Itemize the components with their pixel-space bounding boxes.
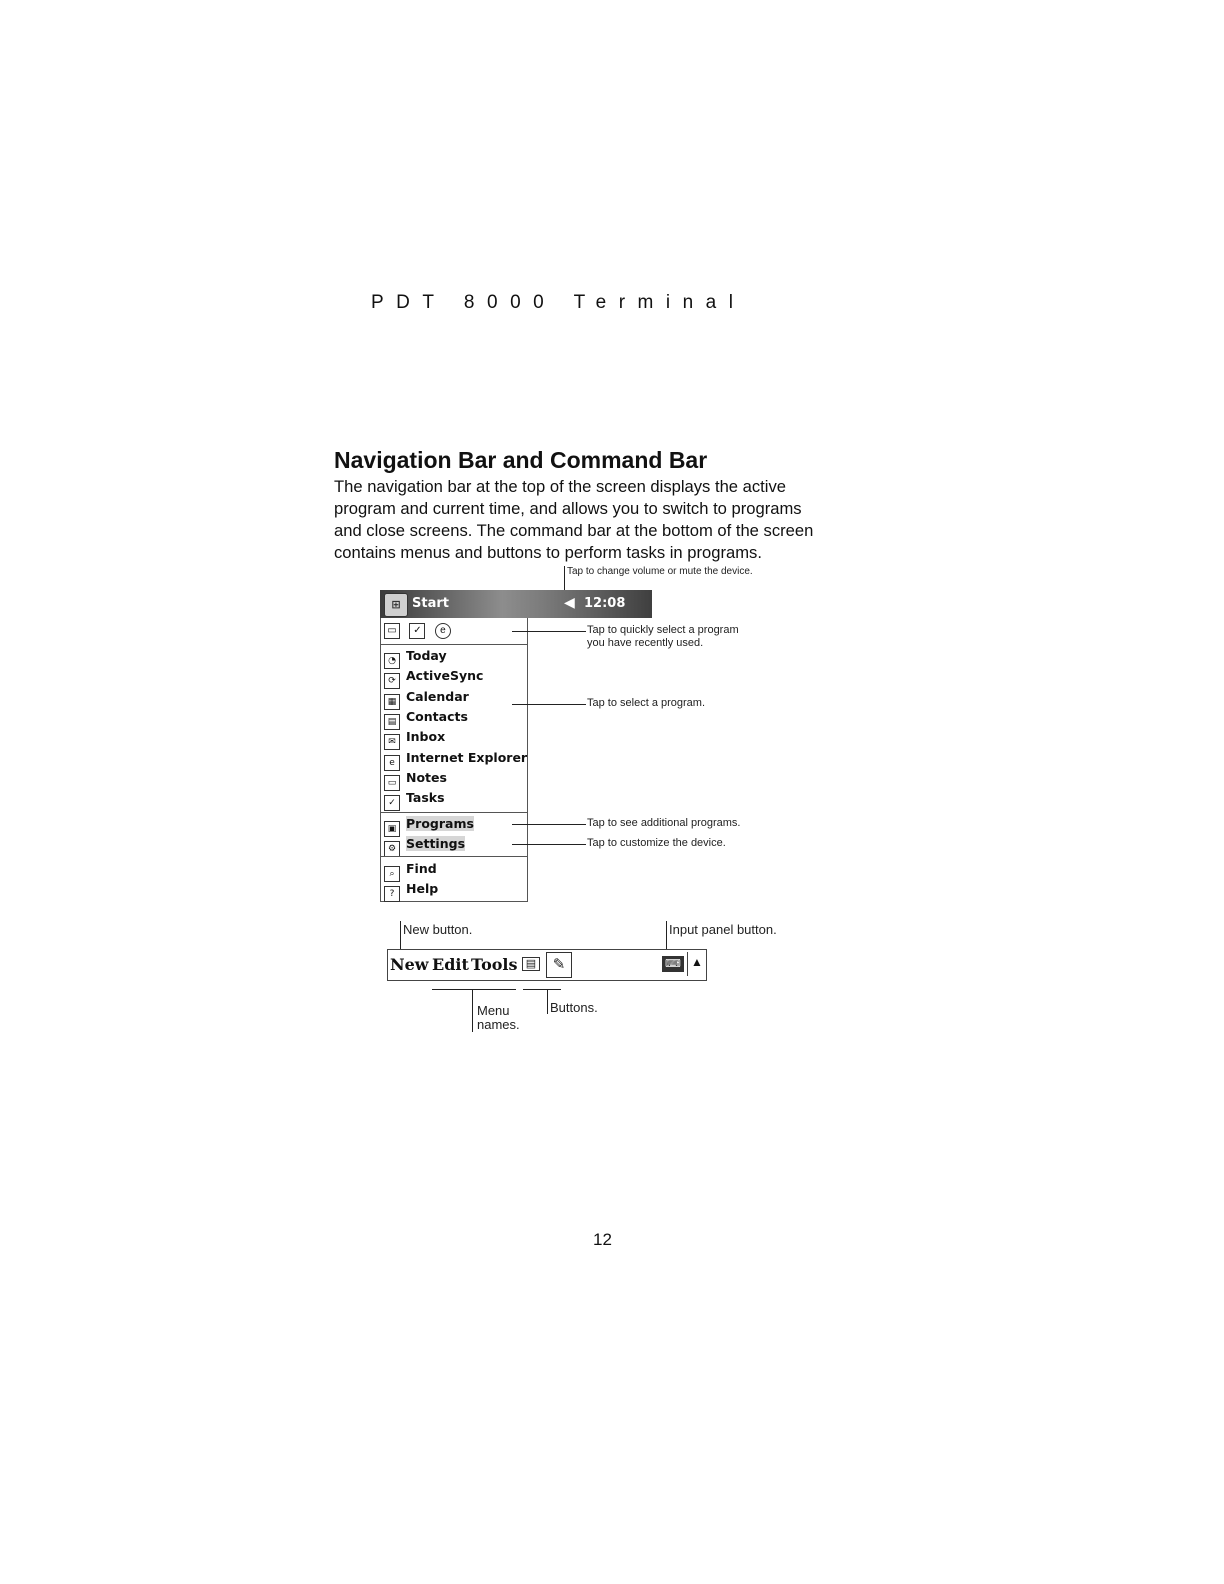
menu-item-label: Calendar <box>406 688 469 704</box>
recent-programs-row <box>384 622 456 642</box>
input-panel-keyboard-icon[interactable]: ⌨ <box>662 956 684 972</box>
menu-item-tasks[interactable] <box>384 790 445 811</box>
menu-item-label: Inbox <box>406 729 446 745</box>
menu-item-activesync[interactable] <box>384 668 483 689</box>
menu-new[interactable]: New <box>390 955 429 974</box>
inbox-icon: ✉ <box>384 734 400 750</box>
menu-item-contacts[interactable] <box>384 709 468 730</box>
buttons-callout-line <box>547 990 548 1014</box>
menu-item-label: Settings <box>406 836 466 851</box>
menu-item-label: Tasks <box>406 790 445 806</box>
intro-line: and close screens. The command bar at the bottom of the screen <box>334 521 814 540</box>
volume-callout-line <box>564 566 565 590</box>
tasks-recent-icon[interactable]: ✓ <box>409 623 425 639</box>
menu-divider <box>381 856 527 857</box>
menu-divider <box>381 644 527 645</box>
menu-item-help[interactable] <box>384 881 438 902</box>
running-header: PDT 8000 Terminal <box>371 292 746 313</box>
command-bar-separator <box>687 952 688 976</box>
menu-item-label: Find <box>406 861 437 876</box>
menu-item-label: Help <box>406 881 439 896</box>
input-selector-arrow-icon[interactable]: ▲ <box>691 955 703 969</box>
menu-item-today[interactable] <box>384 648 447 669</box>
intro-line: program and current time, and allows you to switch to programs <box>334 499 802 518</box>
menu-names-callout-line <box>472 990 473 1032</box>
windows-logo-icon[interactable]: ⊞ <box>384 593 408 617</box>
menu-item-label: Programs <box>406 816 474 831</box>
menu-names-callout: Menu <box>477 1003 510 1018</box>
menu-item-label: Today <box>406 648 447 663</box>
calendar-recent-icon[interactable]: ▭ <box>384 623 400 639</box>
section-title: Navigation Bar and Command Bar <box>334 447 708 473</box>
page-number: 12 <box>593 1230 612 1249</box>
menu-edit[interactable]: Edit <box>432 955 469 974</box>
menu-divider <box>381 812 527 813</box>
menu-item-label: ActiveSync <box>406 668 484 684</box>
settings-icon: ⚙ <box>384 841 400 857</box>
internet-explorer-icon: e <box>384 755 400 771</box>
menu-item-inbox[interactable] <box>384 729 445 750</box>
select-callout: Tap to select a program. <box>587 697 706 709</box>
keyboard-toggle-icon[interactable]: ▤ <box>522 957 540 971</box>
menu-names-bracket <box>432 989 516 990</box>
activesync-icon: ⟳ <box>384 673 400 689</box>
programs-callout-line <box>512 824 586 825</box>
help-icon: ? <box>384 886 400 902</box>
menu-item-programs[interactable] <box>384 816 474 837</box>
menu-item-settings[interactable] <box>384 836 465 857</box>
tasks-icon: ✓ <box>384 795 400 811</box>
internet-explorer-recent-icon[interactable]: e <box>435 623 451 639</box>
menu-item-calendar[interactable] <box>384 689 469 710</box>
recent-callout: Tap to quickly select a program <box>587 624 739 636</box>
new-button-callout: New button. <box>403 922 473 937</box>
volume-callout: Tap to change volume or mute the device. <box>567 566 753 577</box>
menu-item-notes[interactable] <box>384 770 447 791</box>
navigation-bar[interactable] <box>380 590 652 618</box>
intro-line: The navigation bar at the top of the screen displays the active <box>334 477 786 496</box>
start-button-label[interactable]: Start <box>412 596 449 611</box>
intro-paragraph <box>334 476 854 564</box>
contacts-icon: ▤ <box>384 714 400 730</box>
menu-item-label: Contacts <box>406 708 468 724</box>
pen-icon[interactable]: ✎ <box>546 952 572 978</box>
menu-item-find[interactable] <box>384 861 437 882</box>
recent-callout: you have recently used. <box>587 637 704 649</box>
menu-tools[interactable]: Tools <box>471 955 518 974</box>
settings-callout-line <box>512 844 586 845</box>
programs-icon: ▣ <box>384 821 400 837</box>
input-panel-callout: Input panel button. <box>669 922 777 937</box>
buttons-bracket <box>523 989 561 990</box>
calendar-icon: ▦ <box>384 694 400 710</box>
clock: 12:08 <box>584 596 626 611</box>
today-icon: ◔ <box>384 653 400 669</box>
find-icon: ⌕ <box>384 866 400 882</box>
notes-icon: ▭ <box>384 775 400 791</box>
menu-names-callout: names. <box>477 1017 520 1032</box>
recent-callout-line <box>512 631 586 632</box>
select-callout-line <box>512 704 586 705</box>
programs-callout: Tap to see additional programs. <box>587 817 741 829</box>
speaker-icon[interactable]: ◀ <box>564 595 575 611</box>
menu-item-internet-explorer[interactable] <box>384 750 527 771</box>
menu-item-label: Notes <box>406 769 447 785</box>
buttons-callout: Buttons. <box>550 1000 598 1015</box>
intro-line: contains menus and buttons to perform tasks in programs. <box>334 543 762 562</box>
menu-item-label: Internet Explorer <box>406 749 528 765</box>
settings-callout: Tap to customize the device. <box>587 837 726 849</box>
